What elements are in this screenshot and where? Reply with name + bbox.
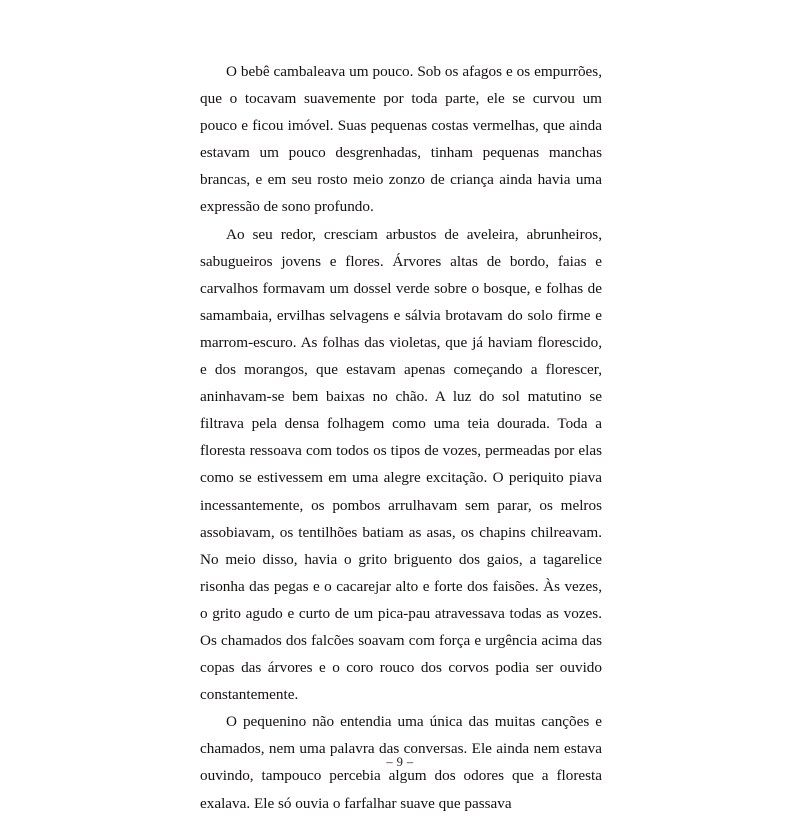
paragraph: O bebê cambaleava um pouco. Sob os afagos e os empurrões, que o tocavam suavemente por toda parte, ele se curvou um pouco e ficou imóvel. Suas pequenas costas vermelhas, que ainda estavam um pouco desgrenhadas, tinham pequenas manchas brancas, e em seu rosto meio zonzo de criança ainda havia uma expressão de sono profundo. bbox=[200, 63, 602, 216]
body-text bbox=[200, 58, 602, 817]
paragraph: Ao seu redor, cresciam arbustos de aveleira, abrunheiros, sabugueiros jovens e flores. Árvores altas de bordo, faias e carvalhos formavam um dossel verde sobre o bosque, e folhas de samambaia, ervilhas selvagens e sálvia brotavam do solo firme e marrom-escuro. As folhas das violetas, que já haviam florescido, e dos morangos, que estavam apenas começando a florescer, aninhavam-se bem baixas no chão. A luz do sol matutino se filtrava pela densa folhagem como uma teia dourada. Toda a floresta ressoava com todos os tipos de vozes, permeadas por elas como se estivessem em uma alegre excitação. O periquito piava incessantemente, os pombos arrulhavam sem parar, os melros assobiavam, os tentilhões batiam as asas, os chapins chilreavam. No meio disso, havia o grito briguento dos gaios, a tagarelice risonha das pegas e o cacarejar alto e forte dos faisões. Às vezes, o grito agudo e curto de um pica-pau atravessava todas as vozes. Os chamados dos falcões soavam com força e urgência acima das copas das árvores e o coro rouco dos corvos podia ser ouvido constantemente. bbox=[200, 225, 602, 704]
page-number: – 9 – bbox=[386, 755, 414, 769]
paragraph: O pequenino não entendia uma única das muitas canções e chamados, nem uma palavra das conversas. Ele ainda nem estava ouvindo, tampouco percebia algum dos odores que a floresta exalava. Ele só ouvia o farfalhar suave que passava bbox=[200, 713, 602, 812]
